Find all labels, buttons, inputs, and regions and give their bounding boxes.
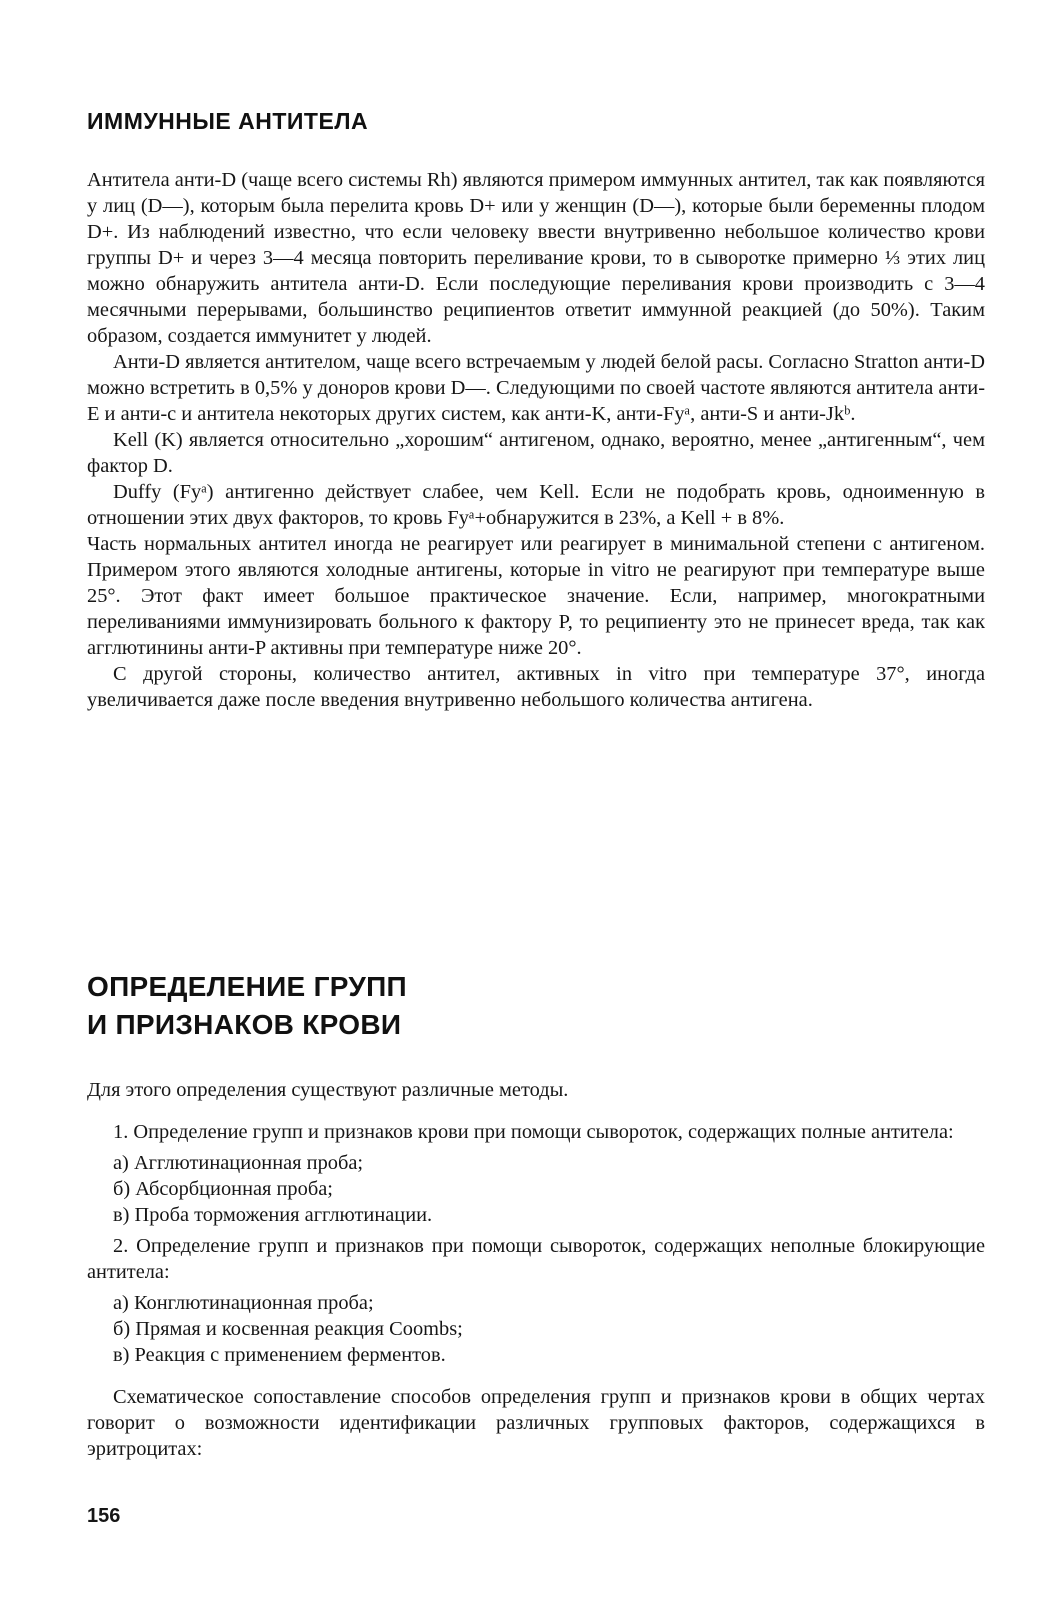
section-immune-antibodies-body (87, 167, 985, 713)
section-title-line: И ПРИЗНАКОВ КРОВИ (87, 1009, 402, 1040)
page-number: 156 (87, 1505, 121, 1527)
list-item: в) Проба торможения агглютинации. (113, 1204, 433, 1226)
paragraph: Duffy (Fyᵃ) антигенно действует слабее, чем Kell. Если не подобрать кровь, одноименную в отношении этих двух факторов, то кровь Fyᵃ+обнаружится в 23%, а Kell + в 8%. (87, 481, 985, 529)
paragraph: Антитела анти-D (чаще всего системы Rh) являются примером иммунных антител, так как появляются у лиц (D—), которым была перелита кровь D+ или у женщин (D—), которые были беременны плодом D+. Из наблюдений известно, что если человеку ввести внутривенно небольшое количество крови группы D+ и через 3—4 месяца повторить переливание крови, то в сыворотке примерно ⅓ этих лиц можно обнаружить антитела анти-D. Если последующие переливания крови производить с 3—4 месячными перерывами, большинство реципиентов ответит иммунной реакцией (до 50%). Таким образом, создается иммунитет у людей. (87, 169, 985, 347)
paragraph: Kell (K) является относительно „хорошим“ антигеном, однако, вероятно, менее „антигенным“, чем фактор D. (87, 429, 985, 477)
list-item: в) Реакция с применением ферментов. (113, 1344, 446, 1366)
list-item: б) Абсорбционная проба; (113, 1178, 333, 1200)
section-title-line: ОПРЕДЕЛЕНИЕ ГРУПП (87, 971, 407, 1002)
method-1: 1. Определение групп и признаков крови при помощи сывороток, содержащих полные антитела: (113, 1121, 954, 1143)
method-2-list (87, 1290, 985, 1368)
section-title-blood-group-determination (87, 968, 407, 1044)
paragraph-intro: Для этого определения существуют различные методы. (87, 1079, 569, 1101)
paragraph: С другой стороны, количество антител, активных in vitro при температуре 37°, иногда увеличивается даже после введения внутривенно небольшого количества антигена. (87, 663, 985, 711)
section-title-immune-antibodies: ИММУННЫЕ АНТИТЕЛА (87, 108, 369, 134)
paragraph-closing: Схематическое сопоставление способов определения групп и признаков крови в общих чертах говорит о возможности идентификации различных групповых факторов, содержащихся в эритроцитах: (87, 1386, 985, 1460)
list-item: б) Прямая и косвенная реакция Coombs; (113, 1318, 463, 1340)
paragraph: Анти-D является антителом, чаще всего встречаемым у людей белой расы. Согласно Stratton анти-D можно встретить в 0,5% у доноров крови D—. Следующими по своей частоте являются антитела анти-E и анти-c и антитела некоторых других систем, как анти-K, анти-Fyᵃ, анти-S и анти-Jkᵇ. (87, 351, 985, 425)
paragraph: Часть нормальных антител иногда не реагирует или реагирует в минимальной степени с антигеном. Примером этого являются холодные антигены, которые in vitro не реагируют при температуре выше 25°. Этот факт имеет большое практическое значение. Если, например, многократными переливаниями иммунизировать больного к фактору P, то реципиенту это не принесет вреда, так как агглютинины анти-P активны при температуре ниже 20°. (87, 533, 985, 659)
method-1-list (87, 1150, 985, 1228)
list-item: а) Конглютинационная проба; (113, 1292, 374, 1314)
document-page (87, 0, 985, 1600)
section-blood-group-body (87, 1077, 985, 1462)
method-2: 2. Определение групп и признаков при помощи сывороток, содержащих неполные блокирующие антитела: (87, 1235, 985, 1283)
list-item: а) Агглютинационная проба; (113, 1152, 364, 1174)
